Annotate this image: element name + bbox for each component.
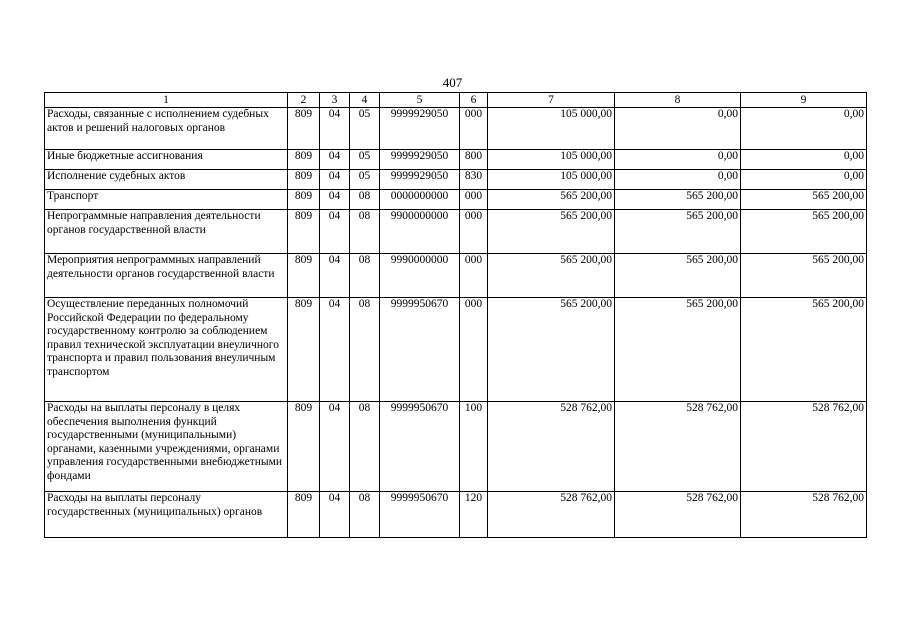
row-code-5: 9900000000 xyxy=(380,210,460,254)
row-sum-9 xyxy=(741,108,867,150)
column-header-7: 7 xyxy=(488,93,615,108)
table-row xyxy=(45,150,867,170)
row-sum-8 xyxy=(615,170,741,190)
row-sum-9-value: 565 200,00 xyxy=(812,210,864,222)
table-row xyxy=(45,298,867,402)
row-code-4: 08 xyxy=(350,492,380,538)
row-code-6: 000 xyxy=(460,108,488,150)
row-code-3: 04 xyxy=(320,190,350,210)
row-name: Мероприятия непрограммных направлений деятельности органов государственной власти xyxy=(45,254,288,298)
row-code-3: 04 xyxy=(320,150,350,170)
row-sum-7 xyxy=(488,402,615,492)
row-sum-9 xyxy=(741,254,867,298)
table-row xyxy=(45,402,867,492)
row-sum-9 xyxy=(741,402,867,492)
row-code-6: 120 xyxy=(460,492,488,538)
row-code-5: 9990000000 xyxy=(380,254,460,298)
row-sum-8-value: 565 200,00 xyxy=(686,254,738,266)
row-code-3: 04 xyxy=(320,210,350,254)
row-sum-9-value: 565 200,00 xyxy=(812,298,864,310)
row-sum-8 xyxy=(615,190,741,210)
row-sum-8-value: 0,00 xyxy=(717,150,738,162)
row-name: Транспорт xyxy=(45,190,288,210)
row-code-4: 05 xyxy=(350,150,380,170)
page-number: 407 xyxy=(442,75,463,90)
row-code-5: 9999929050 xyxy=(380,150,460,170)
row-code-2: 809 xyxy=(288,254,320,298)
column-header-9: 9 xyxy=(741,93,867,108)
row-code-6: 000 xyxy=(460,210,488,254)
row-sum-9-value: 0,00 xyxy=(843,150,864,162)
row-name: Исполнение судебных актов xyxy=(45,170,288,190)
column-header-8: 8 xyxy=(615,93,741,108)
row-code-3: 04 xyxy=(320,254,350,298)
row-sum-8-value: 0,00 xyxy=(717,108,738,120)
row-code-2: 809 xyxy=(288,170,320,190)
row-code-4: 08 xyxy=(350,210,380,254)
row-sum-7 xyxy=(488,170,615,190)
row-sum-9 xyxy=(741,298,867,402)
column-header-1: 1 xyxy=(45,93,288,108)
table-row xyxy=(45,170,867,190)
row-code-6: 830 xyxy=(460,170,488,190)
row-sum-9-value: 0,00 xyxy=(843,108,864,120)
table-row xyxy=(45,492,867,538)
row-sum-7-value: 105 000,00 xyxy=(560,108,612,120)
row-sum-7-value: 528 762,00 xyxy=(560,492,612,504)
row-code-2: 809 xyxy=(288,210,320,254)
row-code-6: 000 xyxy=(460,254,488,298)
row-code-5: 9999950670 xyxy=(380,492,460,538)
row-name: Осуществление переданных полномочий Российской Федерации по федеральному государственному контролю за соблюдением правил технической эксплуатации внеуличного транспорта и правил пользования внеуличным транспортом xyxy=(45,298,288,402)
row-sum-7 xyxy=(488,298,615,402)
column-header-4: 4 xyxy=(350,93,380,108)
row-code-3: 04 xyxy=(320,492,350,538)
row-sum-7 xyxy=(488,108,615,150)
table-row xyxy=(45,210,867,254)
row-sum-9 xyxy=(741,170,867,190)
column-header-6: 6 xyxy=(460,93,488,108)
row-sum-7 xyxy=(488,492,615,538)
row-sum-7-value: 105 000,00 xyxy=(560,150,612,162)
row-sum-9-value: 565 200,00 xyxy=(812,190,864,202)
header-row xyxy=(45,93,867,108)
row-code-2: 809 xyxy=(288,150,320,170)
row-sum-7-value: 565 200,00 xyxy=(560,254,612,266)
row-sum-7-value: 565 200,00 xyxy=(560,210,612,222)
row-code-4: 08 xyxy=(350,402,380,492)
row-code-2: 809 xyxy=(288,298,320,402)
row-name: Иные бюджетные ассигнования xyxy=(45,150,288,170)
row-code-4: 05 xyxy=(350,170,380,190)
row-sum-8 xyxy=(615,254,741,298)
row-sum-8 xyxy=(615,298,741,402)
budget-table xyxy=(44,92,867,538)
row-code-3: 04 xyxy=(320,108,350,150)
column-header-5: 5 xyxy=(380,93,460,108)
row-sum-7 xyxy=(488,254,615,298)
row-sum-7 xyxy=(488,190,615,210)
row-sum-8-value: 565 200,00 xyxy=(686,210,738,222)
row-name: Непрограммные направления деятельности органов государственной власти xyxy=(45,210,288,254)
row-sum-7 xyxy=(488,210,615,254)
row-sum-8 xyxy=(615,108,741,150)
table-row xyxy=(45,108,867,150)
row-name: Расходы на выплаты персоналу в целях обеспечения выполнения функций государственными (муниципальными) органами, казенными учреждениями, органами управления государственными внебюджетными фондами xyxy=(45,402,288,492)
row-sum-9 xyxy=(741,190,867,210)
row-sum-7 xyxy=(488,150,615,170)
row-code-3: 04 xyxy=(320,170,350,190)
row-code-3: 04 xyxy=(320,402,350,492)
row-code-4: 08 xyxy=(350,254,380,298)
row-code-5: 9999929050 xyxy=(380,170,460,190)
row-code-6: 000 xyxy=(460,190,488,210)
row-code-5: 9999950670 xyxy=(380,402,460,492)
row-code-3: 04 xyxy=(320,298,350,402)
row-sum-8-value: 565 200,00 xyxy=(686,190,738,202)
row-sum-8 xyxy=(615,210,741,254)
row-sum-9-value: 565 200,00 xyxy=(812,254,864,266)
row-code-2: 809 xyxy=(288,402,320,492)
row-name: Расходы на выплаты персоналу государственных (муниципальных) органов xyxy=(45,492,288,538)
row-code-4: 05 xyxy=(350,108,380,150)
row-sum-8 xyxy=(615,150,741,170)
table-row xyxy=(45,254,867,298)
row-sum-9 xyxy=(741,492,867,538)
row-sum-8-value: 528 762,00 xyxy=(686,492,738,504)
row-code-5: 0000000000 xyxy=(380,190,460,210)
row-code-2: 809 xyxy=(288,190,320,210)
row-sum-7-value: 105 000,00 xyxy=(560,170,612,182)
row-sum-7-value: 528 762,00 xyxy=(560,402,612,414)
row-code-2: 809 xyxy=(288,492,320,538)
row-sum-7-value: 565 200,00 xyxy=(560,190,612,202)
row-code-4: 08 xyxy=(350,298,380,402)
row-sum-9-value: 528 762,00 xyxy=(812,402,864,414)
table-row xyxy=(45,190,867,210)
row-sum-8-value: 528 762,00 xyxy=(686,402,738,414)
row-code-5: 9999929050 xyxy=(380,108,460,150)
row-sum-8 xyxy=(615,492,741,538)
row-code-5: 9999950670 xyxy=(380,298,460,402)
row-sum-7-value: 565 200,00 xyxy=(560,298,612,310)
row-sum-9-value: 528 762,00 xyxy=(812,492,864,504)
row-code-4: 08 xyxy=(350,190,380,210)
column-header-2: 2 xyxy=(288,93,320,108)
row-sum-9 xyxy=(741,210,867,254)
row-code-2: 809 xyxy=(288,108,320,150)
row-code-6: 100 xyxy=(460,402,488,492)
row-code-6: 000 xyxy=(460,298,488,402)
row-code-6: 800 xyxy=(460,150,488,170)
row-sum-8-value: 0,00 xyxy=(717,170,738,182)
row-name: Расходы, связанные с исполнением судебных актов и решений налоговых органов xyxy=(45,108,288,150)
row-sum-9 xyxy=(741,150,867,170)
row-sum-8 xyxy=(615,402,741,492)
row-sum-9-value: 0,00 xyxy=(843,170,864,182)
column-header-3: 3 xyxy=(320,93,350,108)
row-sum-8-value: 565 200,00 xyxy=(686,298,738,310)
